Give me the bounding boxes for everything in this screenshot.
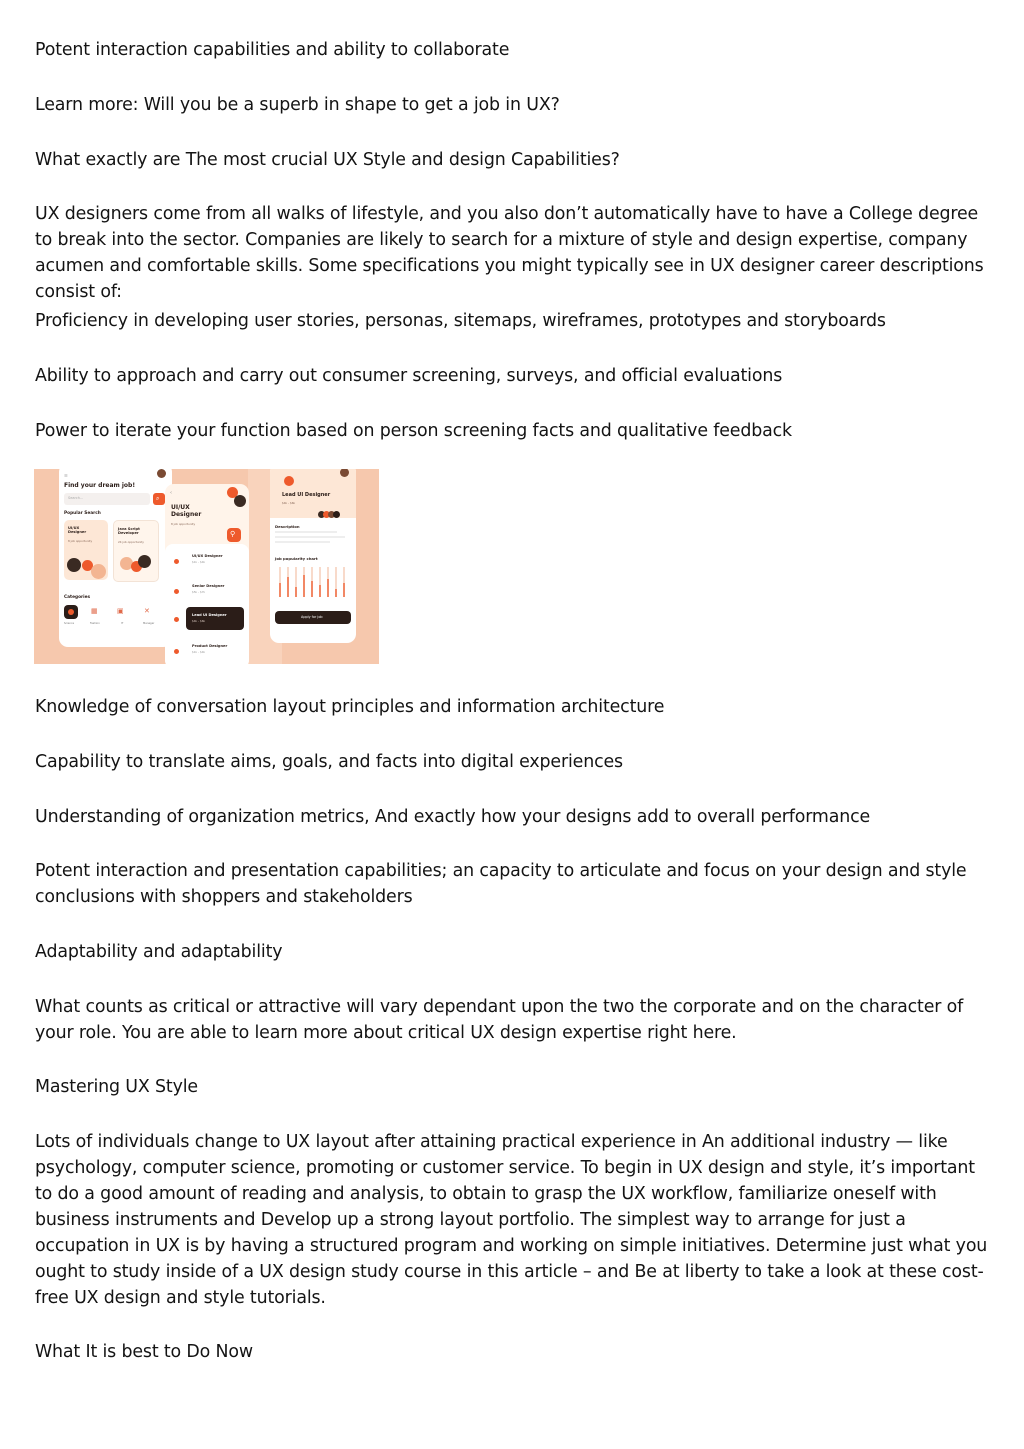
manager-icon: ✕ [144, 607, 150, 615]
job-item-selected [186, 607, 244, 630]
card1-title: UI/UX Designer [68, 526, 87, 534]
job-list-panel [165, 544, 249, 664]
job-title: Lead UI Designer [192, 613, 227, 617]
paragraph-crucial-capabilities: What exactly are The most crucial UX Style and design Capabilities? [35, 150, 620, 170]
description-line [275, 531, 337, 533]
paragraph-adaptability: Adaptability and adaptability [35, 942, 283, 962]
science-icon [68, 609, 74, 615]
search-placeholder: Search... [68, 496, 84, 500]
categories-label: Categories [64, 595, 91, 600]
apply-button-label: Apply for job [301, 615, 323, 619]
popularity-chart [275, 565, 351, 603]
category-it: IT [121, 622, 124, 625]
job-title: Senior Designer [192, 584, 225, 588]
search-button [153, 493, 165, 505]
menu-icon: ☰ [64, 473, 68, 478]
card2-shape-dark [138, 555, 151, 568]
popular-card-uiux [64, 520, 108, 580]
card1-shape-dark [67, 558, 81, 572]
screen2-sub: 8 job opportunity [171, 522, 196, 526]
chart-label: Job popularity chart [275, 556, 318, 561]
paragraph-iterate: Power to iterate your function based on person screening facts and qualitative feedback [35, 421, 792, 441]
filter-button [227, 528, 241, 542]
back-arrow-icon: ‹ [170, 490, 172, 496]
section-heading-mastering-ux: Mastering UX Style [35, 1077, 198, 1097]
applicant-avatar [333, 511, 340, 518]
category-fashion: Fashion [90, 622, 100, 625]
search-icon: ⌕ [156, 495, 160, 502]
screen2-title: UI/UX Designer [171, 504, 202, 518]
screen1-title: Find your dream job! [64, 482, 136, 489]
it-icon: ▣ [117, 607, 124, 615]
description-line [275, 541, 330, 543]
company-logo-icon [284, 476, 294, 486]
category-manager: Manager [143, 622, 155, 625]
job-salary: $4k - $6k [192, 619, 206, 623]
paragraph-learn-more: Learn more: Will you be a superb in shape to get a job in UX? [35, 95, 560, 115]
job-salary: $1k - $4k [192, 560, 206, 564]
paragraph-presentation-capabilities: Potent interaction and presentation capabilities; an capacity to articulate and focus on your design and style conclusions with shoppers and stakeholders [35, 861, 967, 907]
paragraph-change-to-ux: Lots of individuals change to UX layout after attaining practical experience in An additional industry — like psychology, computer science, promoting or customer service. To begin in UX design and style, it’s important to do a good amount of reading and analysis, to obtain to grasp the UX workflow, familiarize oneself with business instruments and Develop up a strong layout portfolio. The simplest way to arrange for just a occupation in UX is by having a structured program and working on simple initiatives. Determine just what you ought to study inside of a UX design study course in this article – and Be at liberty to take a look at these cost-free UX design and style tutorials. [35, 1132, 988, 1308]
paragraph-critical-attractive: What counts as critical or attractive will vary dependant upon the two the corporate and on the character of your role. You are able to learn more about critical UX design expertise right here. [35, 997, 964, 1043]
detail-title: Lead UI Designer [282, 492, 331, 498]
card2-title: Java Script Developer [118, 527, 140, 535]
category-science: Science [64, 622, 75, 625]
paragraph-ability-screening: Ability to approach and carry out consumer screening, surveys, and official evaluations [35, 366, 783, 386]
phone-screen-job-list [165, 484, 249, 664]
avatar [157, 469, 166, 478]
category-science-tile [64, 605, 78, 619]
paragraph-organization-metrics: Understanding of organization metrics, And exactly how your designs add to overall performance [35, 807, 871, 827]
paragraph-translate-aims: Capability to translate aims, goals, and facts into digital experiences [35, 752, 623, 772]
job-salary: $1k - $4k [192, 650, 206, 654]
detail-salary: $4k - $6k [282, 501, 296, 505]
decor-dark-circle [234, 495, 246, 507]
description-line [275, 536, 345, 538]
paragraph-collaboration: Potent interaction capabilities and ability to collaborate [35, 40, 510, 60]
paragraph-ux-designers-background: UX designers come from all walks of lifestyle, and you also don’t automatically have to have a College degree to break into the sector. Companies are likely to search for a mixture of style and design expertise, company acumen and comfortable skills. Some specifications you might typically see in UX designer career descriptions consist of: [35, 204, 984, 302]
phone-screen-search [59, 469, 172, 647]
job-icon [174, 559, 179, 564]
fashion-icon: ▦ [91, 607, 98, 615]
card1-shape-peach [91, 564, 106, 579]
job-title: Product Designer [192, 644, 228, 648]
job-salary: $5k - $7k [192, 590, 206, 594]
job-title: UI/UX Designer [192, 554, 223, 558]
search-input [64, 493, 150, 505]
popular-search-label: Popular Search [64, 511, 101, 516]
section-heading-what-to-do-now: What It is best to Do Now [35, 1342, 253, 1362]
job-icon [174, 617, 179, 622]
ux-app-mockup-image [34, 469, 379, 664]
description-label: Description [275, 524, 300, 529]
job-icon [174, 649, 179, 654]
popular-card-java [113, 520, 159, 582]
job-icon [174, 589, 179, 594]
apply-button [275, 611, 351, 624]
card2-sub: 24 job opportunity [118, 540, 144, 544]
paragraph-proficiency: Proficiency in developing user stories, personas, sitemaps, wireframes, prototypes and storyboards [35, 311, 886, 331]
card1-sub: 8 job opportunity [68, 539, 93, 543]
filter-icon: ⚲ [230, 530, 236, 538]
paragraph-conversation-layout: Knowledge of conversation layout principles and information architecture [35, 697, 665, 717]
phone-screen-job-detail [270, 469, 356, 643]
